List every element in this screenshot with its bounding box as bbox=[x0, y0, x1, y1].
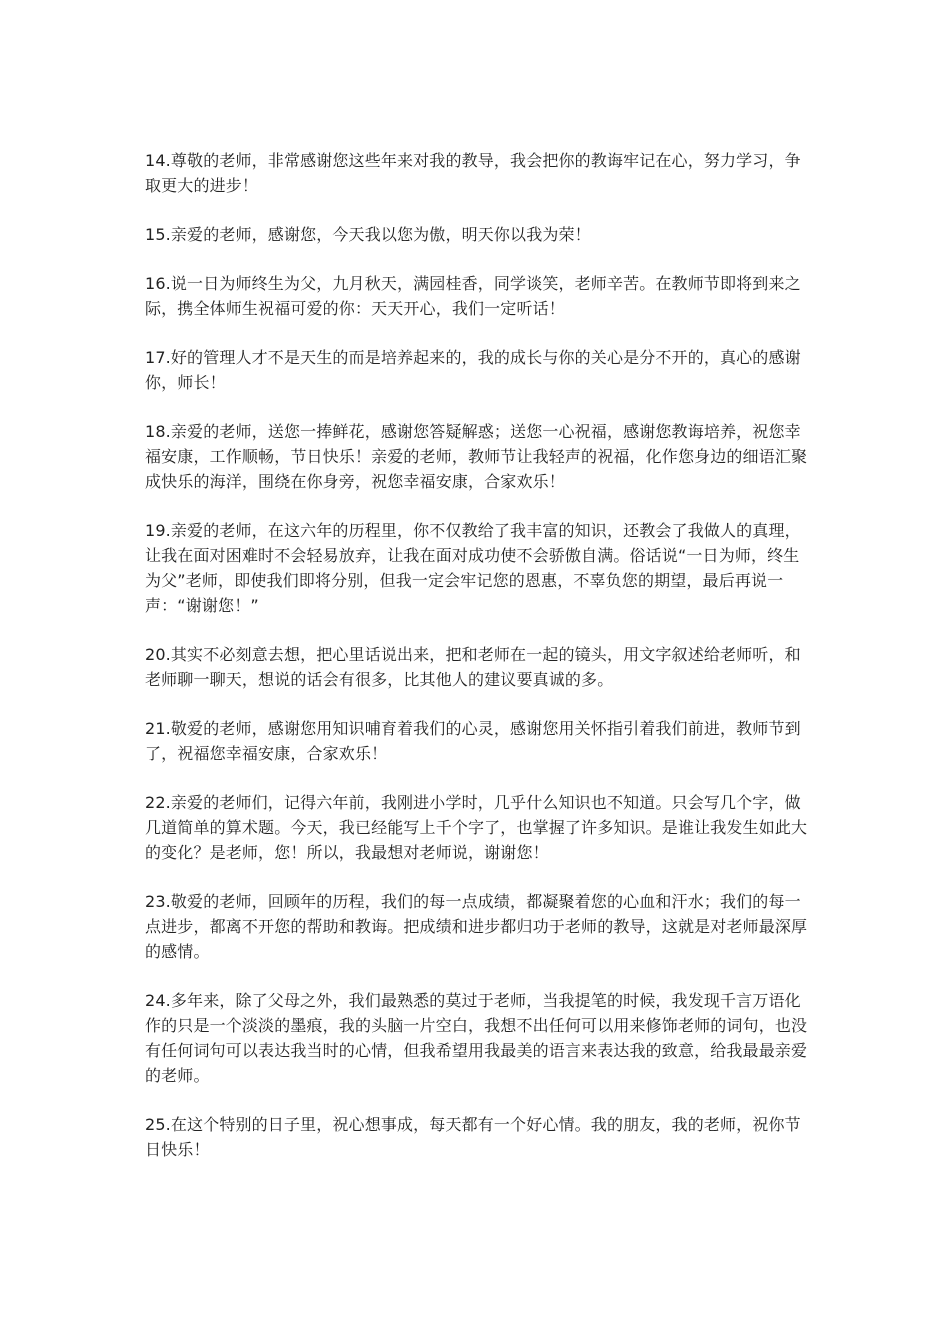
paragraph-24: 24.多年来，除了父母之外，我们最熟悉的莫过于老师，当我提笔的时候，我发现千言万语化作的只是一个淡淡的墨痕，我的头脑一片空白，我想不出任何可以用来修饰老师的词句，也没有任何词句可以表达我当时的心情，但我希望用我最美的语言来表达我的致意，给我最最亲爱的老师。 bbox=[145, 991, 808, 1085]
paragraph-14: 14.尊敬的老师，非常感谢您这些年来对我的教导，我会把你的教诲牢记在心，努力学习，争取更大的进步！ bbox=[145, 151, 801, 195]
paragraph-22: 22.亲爱的老师们，记得六年前，我刚进小学时，几乎什么知识也不知道。只会写几个字，做几道简单的算术题。今天，我已经能写上千个字了，也掌握了许多知识。是谁让我发生如此大的变化？是老师，您！所以，我最想对老师说，谢谢您！ bbox=[145, 793, 808, 862]
paragraph-21: 21.敬爱的老师，感谢您用知识哺育着我们的心灵，感谢您用关怀指引着我们前进，教师节到了，祝福您幸福安康，合家欢乐！ bbox=[145, 719, 801, 763]
paragraph-18: 18.亲爱的老师，送您一捧鲜花，感谢您答疑解惑；送您一心祝福，感谢您教诲培养，祝您幸福安康，工作顺畅，节日快乐！亲爱的老师，教师节让我轻声的祝福，化作您身边的细语汇聚成快乐的海洋，围绕在你身旁，祝您幸福安康，合家欢乐！ bbox=[145, 422, 808, 491]
paragraph-19: 19.亲爱的老师，在这六年的历程里，你不仅教给了我丰富的知识，还教会了我做人的真理，让我在面对困难时不会轻易放弃，让我在面对成功使不会骄傲自满。俗话说“一日为师，终生为父”老师，即使我们即将分别，但我一定会牢记您的恩惠，不辜负您的期望，最后再说一声：“谢谢您！” bbox=[145, 521, 801, 615]
paragraph-17: 17.好的管理人才不是天生的而是培养起来的，我的成长与你的关心是分不开的，真心的感谢你，师长！ bbox=[145, 348, 801, 392]
document-body bbox=[145, 148, 813, 1186]
paragraph-25: 25.在这个特别的日子里，祝心想事成，每天都有一个好心情。我的朋友，我的老师，祝你节日快乐！ bbox=[145, 1115, 801, 1159]
paragraph-16: 16.说一日为师终生为父，九月秋天，满园桂香，同学谈笑，老师辛苦。在教师节即将到来之际，携全体师生祝福可爱的你：天天开心，我们一定听话！ bbox=[145, 274, 801, 318]
paragraph-23: 23.敬爱的老师，回顾年的历程，我们的每一点成绩，都凝聚着您的心血和汗水；我们的每一点进步，都离不开您的帮助和教诲。把成绩和进步都归功于老师的教导，这就是对老师最深厚的感情。 bbox=[145, 892, 808, 961]
paragraph-20: 20.其实不必刻意去想，把心里话说出来，把和老师在一起的镜头，用文字叙述给老师听，和老师聊一聊天，想说的话会有很多，比其他人的建议要真诚的多。 bbox=[145, 645, 801, 689]
paragraph-15: 15.亲爱的老师，感谢您，今天我以您为傲，明天你以我为荣！ bbox=[145, 225, 591, 244]
